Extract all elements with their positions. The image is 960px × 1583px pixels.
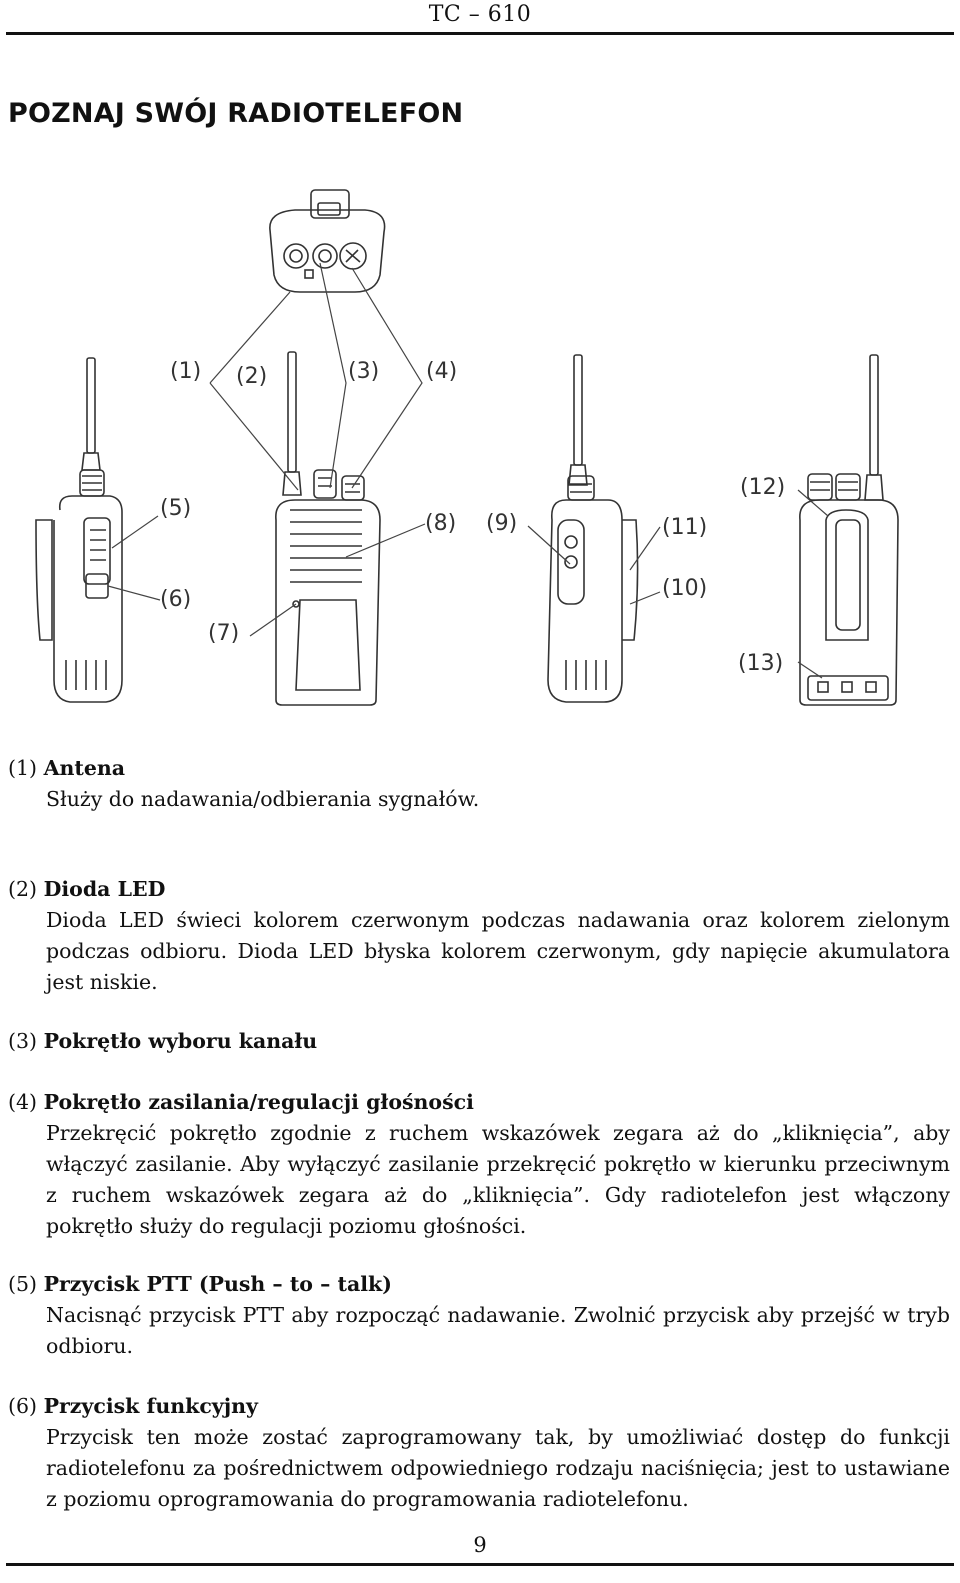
callout-1: (1): [170, 359, 202, 384]
callout-12: (12): [740, 475, 786, 500]
callout-2: (2): [236, 364, 268, 389]
item-number: (6): [8, 1394, 38, 1418]
radio-side-view-right: [548, 355, 638, 702]
item-number: (3): [8, 1029, 38, 1053]
item-title: Pokrętło wyboru kanału: [43, 1029, 318, 1053]
item-description: Nacisnąć przycisk PTT aby rozpocząć nadawanie. Zwolnić przycisk aby przejść w tryb odbioru.: [46, 1303, 950, 1358]
callout-11: (11): [662, 515, 708, 540]
item-description: Przycisk ten może zostać zaprogramowany tak, by umożliwiać dostęp do funkcji radiotelefonu za pośrednictwem odpowiedniego rodzaju naciśnięcia; jest to ustawiane z poziomu oprogramowania do programowania radiotelefonu.: [46, 1425, 950, 1511]
item-6: [8, 1391, 950, 1515]
callout-5: (5): [160, 496, 192, 521]
item-2: [8, 874, 950, 998]
item-title: Dioda LED: [43, 877, 166, 901]
footer-rule: [6, 1563, 954, 1566]
item-number: (2): [8, 877, 38, 901]
radio-diagram: [0, 180, 960, 725]
callout-6: (6): [160, 587, 192, 612]
item-description: Dioda LED świeci kolorem czerwonym podczas nadawania oraz kolorem zielonym podczas odbioru. Dioda LED błyska kolorem czerwonym, gdy napięcie akumulatora jest niskie.: [46, 908, 950, 994]
item-title: Przycisk funkcyjny: [43, 1394, 258, 1418]
callout-13: (13): [738, 651, 784, 676]
item-title: Pokrętło zasilania/regulacji głośności: [43, 1090, 474, 1114]
item-1: [8, 753, 950, 815]
radio-front-view: [276, 352, 380, 705]
item-number: (1): [8, 756, 38, 780]
item-description: Służy do nadawania/odbierania sygnałów.: [46, 787, 480, 811]
radio-side-view-left: [36, 358, 122, 702]
item-number: (5): [8, 1272, 38, 1296]
callout-9: (9): [486, 511, 518, 536]
callout-4: (4): [426, 359, 458, 384]
item-description: Przekręcić pokrętło zgodnie z ruchem wskazówek zegara aż do „kliknięcia”, aby włączyć zasilanie. Aby wyłączyć zasilanie przekręcić pokrętło w kierunku przeciwnym z ruchem wskazówek zegara aż do „kliknięcia”. Gdy radiotelefon jest włączony pokrętło służy do regulacji poziomu głośności.: [46, 1121, 950, 1238]
page-heading: POZNAJ SWÓJ RADIOTELEFON: [8, 98, 464, 129]
radio-top-view: [270, 190, 385, 292]
callout-3: (3): [348, 359, 380, 384]
item-3: [8, 1026, 950, 1057]
item-4: [8, 1087, 950, 1242]
page-number: 9: [473, 1533, 487, 1557]
item-title: Przycisk PTT (Push – to – talk): [43, 1272, 392, 1296]
item-5: [8, 1269, 950, 1362]
header-rule: [6, 32, 954, 35]
callout-7: (7): [208, 621, 240, 646]
item-title: Antena: [43, 756, 126, 780]
item-number: (4): [8, 1090, 38, 1114]
callout-10: (10): [662, 576, 708, 601]
callout-8: (8): [425, 511, 457, 536]
radio-back-view: [800, 355, 898, 705]
page-header-title: TC – 610: [428, 2, 532, 27]
